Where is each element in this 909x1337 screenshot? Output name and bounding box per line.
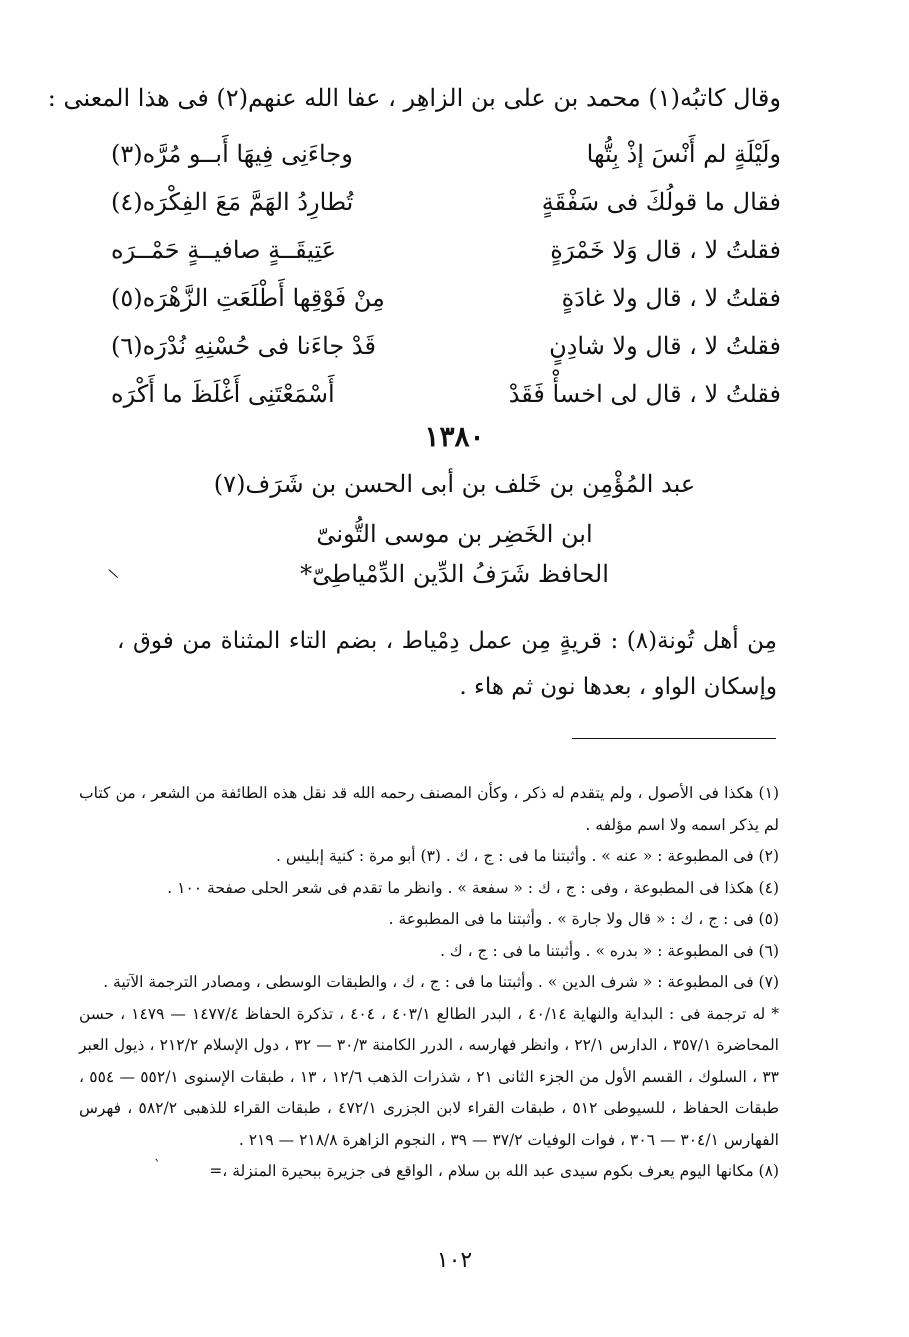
footnote: (٧) فى المطبوعة : « شرف الدين » . وأثبتنا ما فى : ج ، ك ، والطبقات الوسطى ، ومصادر الترجمة الآتية .	[103, 973, 779, 991]
footnote: (٥) فى : ج ، ك : « قال ولا جارة » . وأثبتنا ما فى المطبوعة .	[388, 910, 779, 928]
poem-verse	[111, 226, 781, 274]
footnote: (١) هكذا فى الأصول ، ولم يتقدم له ذكر ، وكأن المصنف رحمه الله قد نقل هذه الطائفة من الشعر ، من كتاب لم يذكر اسمه ولا اسم مؤلفه .	[79, 784, 779, 834]
verse-second-hemistich: عَتِيقَــةٍ صافيــةٍ حَمْــرَه	[111, 236, 337, 264]
poem-verse	[111, 178, 781, 226]
margin-mark: ˋ	[154, 1158, 161, 1174]
poem-verse	[111, 274, 781, 322]
footnote: (٢) فى المطبوعة : « عنه » . وأثبتنا ما فى : ج ، ك . (٣) أبو مرة : كنية إبليس .	[275, 847, 779, 865]
verse-second-hemistich: أَسْمَعْتَنِى أَغْلَظَ ما أَكْرَه	[111, 380, 335, 408]
footnote: (٨) مكانها اليوم يعرف بكوم سيدى عبد الله بن سلام ، الواقع فى جزيرة ببحيرة المنزلة ،=	[209, 1162, 779, 1180]
verse-second-hemistich: تُطارِدُ الهَمَّ مَعَ الفِكْرَه(٤)	[111, 188, 354, 216]
footnote-divider	[572, 738, 776, 739]
verse-first-hemistich: فقلتُ لا ، قال ولا غادَةٍ	[561, 284, 781, 312]
page-number: ١٠٢	[436, 1248, 473, 1273]
poem-verse	[111, 130, 781, 178]
margin-mark: \	[107, 565, 120, 583]
verse-second-hemistich: وجاءَنِى فِيهَا أَبــو مُرَّه(٣)	[111, 140, 353, 168]
poem-verse	[111, 370, 781, 418]
verse-first-hemistich: فقال ما قولُكَ فى سَفْقَةٍ	[541, 188, 781, 216]
entry-heading-name: عبد المُؤْمِن بن خَلف بن أبى الحسن بن شَرَف(٧)	[213, 470, 696, 498]
verse-first-hemistich: فقلتُ لا ، قال وَلا خَمْرَةٍ	[550, 236, 781, 264]
poem-verse	[111, 322, 781, 370]
entry-heading-title: الحافظ شَرَفُ الدِّين الدِّمْياطِىّ*	[300, 560, 609, 588]
footnote: (٦) فى المطبوعة : « بدره » . وأثبتنا ما فى : ج ، ك .	[440, 941, 779, 960]
poem	[111, 130, 781, 418]
footnotes	[79, 778, 779, 1188]
verse-first-hemistich: فقلتُ لا ، قال لى اخسأْ فَقَدْ	[508, 380, 781, 408]
entry-number: ١٣٨٠	[424, 420, 485, 453]
verse-second-hemistich: مِنْ فَوْقِها أَطْلَعَتِ الزَّهْرَه(٥)	[111, 284, 385, 312]
intro-line: وقال كاتبُه(١) محمد بن على بن الزاهِر ، عفا الله عنهم(٢) فى هذا المعنى :	[47, 84, 781, 112]
verse-first-hemistich: فقلتُ لا ، قال ولا شادِنٍ	[549, 332, 781, 360]
verse-second-hemistich: قَدْ جاءَنا فى حُسْنِهِ نُدْرَه(٦)	[111, 332, 376, 360]
body-paragraph: مِن أهل تُونة(٨) : قريةٍ مِن عمل دِمْياط ، بضم التاء المثناة من فوق ، وإسكان الواو ، بعدها نون ثم هاء .	[117, 628, 777, 700]
footnote: (٤) هكذا فى المطبوعة ، وفى : ج ، ك : « سفعة » . وانظر ما تقدم فى شعر الحلى صفحة ١٠٠ .	[167, 878, 779, 897]
verse-first-hemistich: ولَيْلَةٍ لم أَنْسَ إذْ بِتُّها	[586, 140, 781, 168]
entry-heading-lineage: ابن الخَضِر بن موسى التُّونىّ	[316, 520, 593, 548]
footnote-sources: * له ترجمة فى : البداية والنهاية ٤٠/١٤ ، البدر الطالع ٤٠٣/١ ، ٤٠٤ ، تذكرة الحفاظ ١٤٧٧/٤ — ١٤٧٩ ، حسن المحاضرة ٣٥٧/١ ، الدارس ٢٢/١ ، وانظر فهارسه ، الدرر الكامنة ٣٠/٣ — ٣٢ ، دول الإسلام ٢١٢/٢ ، ذيول العبر ٣٣ ، السلوك ، القسم الأول من الجزء الثانى ٢١ ، شذرات الذهب ١٢/٦ ، ١٣ ، طبقات الإسنوى ٥٥٢/١ — ٥٥٤ ، طبقات الحفاظ ، للسيوطى ٥١٢ ، طبقات القراء لابن الجزرى ٤٧٢/١ ، طبقات القراء للذهبى ٥٨٢/٢ ، فهرس الفهارس ٣٠٤/١ — ٣٠٦ ، فوات الوفيات ٣٧/٢ — ٣٩ ، النجوم الزاهرة ٢١٨/٨ — ٢١٩ .	[79, 1004, 779, 1149]
